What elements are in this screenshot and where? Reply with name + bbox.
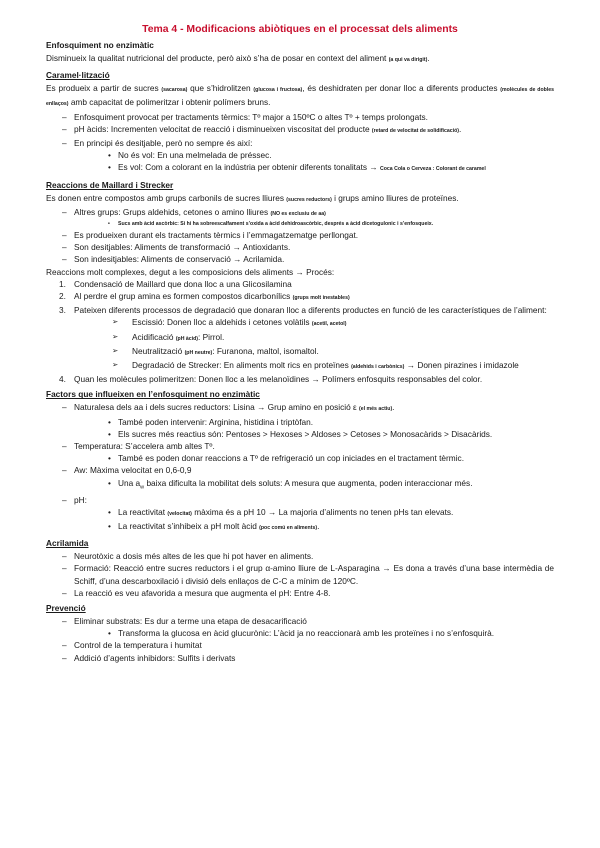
- list-item: • Sucs amb àcid ascòrbic: Si hi ha sobreescalfament s’oxida a àcid dehidroascòrbic, després a àcid dicetogulonic i s’enfosqueix.: [74, 220, 554, 229]
- text: Es produeix a partir de sucres: [46, 83, 159, 94]
- text: Acidificació: [132, 331, 174, 342]
- step-number: 4.: [59, 374, 66, 385]
- list-item: – La reacció es veu afavorida a mesura que augmenta el pH: Entre 4-8.: [46, 587, 554, 599]
- text: amb capacitat de polimeritzar i obtenir polímers bruns.: [70, 97, 271, 108]
- text: Degradació de Strecker: En aliments molt rics en proteïnes: [132, 360, 349, 371]
- note: (retard de velocitat de solidificació): [371, 127, 459, 134]
- list-item: • També poden intervenir: Arginina, histidina i triptòfan.: [74, 416, 554, 428]
- note: (grups molt inestables): [292, 295, 350, 302]
- text: , és deshidraten per donar lloc a diferents productes: [302, 83, 498, 94]
- note: (sacarosa): [161, 87, 188, 94]
- text: Quan les molècules polimeritzen: Donen lloc a les melanoïdines → Polímers enfosquits responsables del color.: [74, 374, 483, 385]
- list-item: [46, 615, 554, 639]
- list-item: [46, 123, 554, 137]
- list-item: [46, 304, 554, 373]
- text: pH àcids: Incrementen velocitat de reacció i disminueixen viscositat del producte: [74, 123, 370, 134]
- list-item: [46, 137, 554, 176]
- list-item: – Formació: Reacció entre sucres reductors i el grup α-amino lliure de L-Asparagina → Es dona a través d’una base intermèdia de Schiff, d’una descarboxilació i divisió dels enllaços de C-C a mínim de 120ºC.: [46, 562, 554, 586]
- list-item: [74, 345, 554, 359]
- maillard-list: [46, 206, 554, 266]
- text: .: [427, 53, 430, 63]
- note: (poc comú en aliments): [259, 524, 318, 531]
- step-number: 1.: [59, 278, 66, 289]
- list-item: [46, 206, 554, 229]
- list-item: [46, 278, 554, 290]
- list-item: [74, 331, 554, 345]
- text: .: [392, 402, 395, 413]
- sublist: [74, 477, 554, 494]
- text: que s’hidrolitzen: [190, 83, 251, 94]
- text: Condensació de Maillard que dona lloc a una Glicosilamina: [74, 278, 292, 289]
- note: (aldehids i carbònics): [351, 364, 405, 371]
- list-item: • Els sucres més reactius són: Pentoses > Hexoses > Aldoses > Cetoses > Monosacàrids > Disacàrids.: [74, 428, 554, 440]
- text: i grups amino lliures de proteïnes.: [334, 192, 459, 203]
- proces-steps: [46, 278, 554, 386]
- list-item: [74, 520, 554, 534]
- text: .: [458, 123, 462, 134]
- list-item: – Neurotòxic a dosis més altes de les que hi pot haver en aliments.: [46, 550, 554, 562]
- prevencio-list: [46, 615, 554, 664]
- note: (NO es exclusiu de aa): [270, 210, 326, 217]
- text: Pateixen diferents processos de degradació que donaran lloc a diferents productes en funció de les característiques de l’aliment:: [74, 305, 547, 316]
- note: (glucosa i fructosa): [253, 87, 303, 94]
- text: Al perdre el grup amina es formen compostos dicarbonílics: [74, 291, 291, 302]
- list-item: [46, 373, 554, 385]
- list-item: – Control de la temperatura i humitat: [46, 639, 554, 651]
- note: (sucres reductors): [286, 196, 332, 203]
- paragraph-enfosquiment: [46, 52, 554, 66]
- text: La reactivitat: [118, 506, 166, 517]
- text: La reactivitat s’inhibeix a pH molt àcid: [118, 520, 257, 531]
- sublist: [74, 316, 554, 373]
- factors-list: [46, 401, 554, 534]
- list-item: [46, 440, 554, 464]
- text: Eliminar substrats: Es dur a terme una etapa de desacarificació: [74, 615, 307, 626]
- text: Aw: Màxima velocitat en 0,6-0,9: [74, 465, 192, 476]
- text: .: [317, 520, 320, 531]
- heading-prevencio: Prevenció: [46, 602, 86, 613]
- list-item: – Es produeixen durant els tractaments tèrmics i l’emmagatzematge perllongat.: [46, 229, 554, 241]
- text: Una a: [118, 477, 141, 488]
- list-item: [46, 401, 554, 440]
- list-item: [74, 359, 554, 373]
- note: (velocitat): [167, 510, 192, 517]
- list-item: [74, 477, 554, 494]
- heading-enfosquiment: Enfosquiment no enzimàtic: [46, 40, 154, 50]
- text: : Furanona, maltol, isomaltol.: [212, 345, 319, 356]
- list-item: – Addició d’agents inhibidors: Sulfits i derivats: [46, 652, 554, 664]
- sublist: [74, 220, 554, 229]
- sublist: [74, 149, 554, 175]
- text: Escissió: Donen lloc a aldehids i cetones volàtils: [132, 317, 310, 328]
- text: pH:: [74, 494, 87, 505]
- list-item: • També es poden donar reaccions a Tº de refrigeració un cop iniciades en el tractament tèrmic.: [74, 452, 554, 464]
- list-item: [46, 464, 554, 493]
- heading-caramellitzacio: Caramel·lització: [46, 70, 110, 81]
- text: : Pirrol.: [198, 331, 225, 342]
- sublist: [74, 416, 554, 440]
- text: màxima és a pH 10 → La majoria d’aliments no tenen pHs tan elevats.: [194, 506, 454, 517]
- list-item: • Transforma la glucosa en àcid glucurònic: L’àcid ja no reaccionarà amb les proteïnes i no s’enfosquirà.: [74, 627, 554, 639]
- text: Disminueix la qualitat nutricional del producte, però això s’ha de posar en context del aliment: [46, 53, 387, 63]
- acrilamida-list: [46, 550, 554, 599]
- list-item: – Son indesitjables: Aliments de conservació → Acrilamida.: [46, 253, 554, 265]
- sublist: [74, 627, 554, 639]
- caramel-list: [46, 111, 554, 176]
- note: (a qui va dirigit): [388, 57, 428, 63]
- subscript: w: [140, 484, 145, 491]
- list-item: [74, 161, 554, 175]
- list-item: [74, 506, 554, 520]
- heading-maillard: Reaccions de Maillard i Strecker: [46, 179, 174, 190]
- paragraph-caramellitzacio: [46, 82, 554, 110]
- list-item: – Son desitjables: Aliments de transformació → Antioxidants.: [46, 241, 554, 253]
- list-item: [74, 316, 554, 330]
- list-item: [46, 290, 554, 304]
- note: (molècules de dobles enllaços): [46, 87, 555, 108]
- heading-acrilamida: Acrilamida: [46, 538, 89, 549]
- step-number: 3.: [59, 305, 66, 316]
- document-title: Tema 4 - Modificacions abiòtiques en el processat dels aliments: [142, 24, 458, 35]
- text: baixa dificulta la mobilitat dels soluts: A mesura que augmenta, poden interaccionar més.: [146, 477, 473, 488]
- note: (pH neutre): [184, 349, 213, 356]
- text: Naturalesa dels aa i dels sucres reductors: Lisina → Grup amino en posició ε: [74, 402, 357, 413]
- text: Temperatura: S’accelera amb altes Tº.: [74, 441, 215, 452]
- text: Es donen entre compostos amb grups carbonils de sucres lliures: [46, 192, 284, 203]
- step-number: 2.: [59, 291, 66, 302]
- note: (pH àcid): [175, 335, 199, 342]
- list-item: [46, 494, 554, 535]
- text: Neutralització: [132, 345, 183, 356]
- list-item: • No és vol: En una melmelada de préssec.: [74, 149, 554, 161]
- note: (acetil, acetol): [311, 321, 347, 328]
- text: En principi és desitjable, però no sempre és així:: [74, 138, 253, 149]
- note: Coca Cola o Cerveza : Colorant de caramel: [379, 166, 486, 173]
- text: → Donen pirazines i imidazole: [406, 360, 519, 371]
- paragraph-maillard: [46, 192, 554, 206]
- paragraph-proces: Reaccions molt complexes, degut a les composicions dels aliments → Procés:: [46, 266, 335, 277]
- note: (el més actiu): [359, 406, 393, 413]
- sublist: [74, 506, 554, 534]
- sublist: [74, 452, 554, 464]
- text: Altres grups: Grups aldehids, cetones o amino lliures: [74, 206, 269, 217]
- heading-factors: Factors que influeixen en l’enfosquiment no enzimàtic: [46, 389, 260, 400]
- list-item: – Enfosquiment provocat per tractaments tèrmics: Tº major a 150ºC o altes Tº + temps prolongats.: [46, 111, 554, 123]
- text: Es vol: Com a colorant en la indústria per obtenir diferents tonalitats →: [118, 162, 378, 173]
